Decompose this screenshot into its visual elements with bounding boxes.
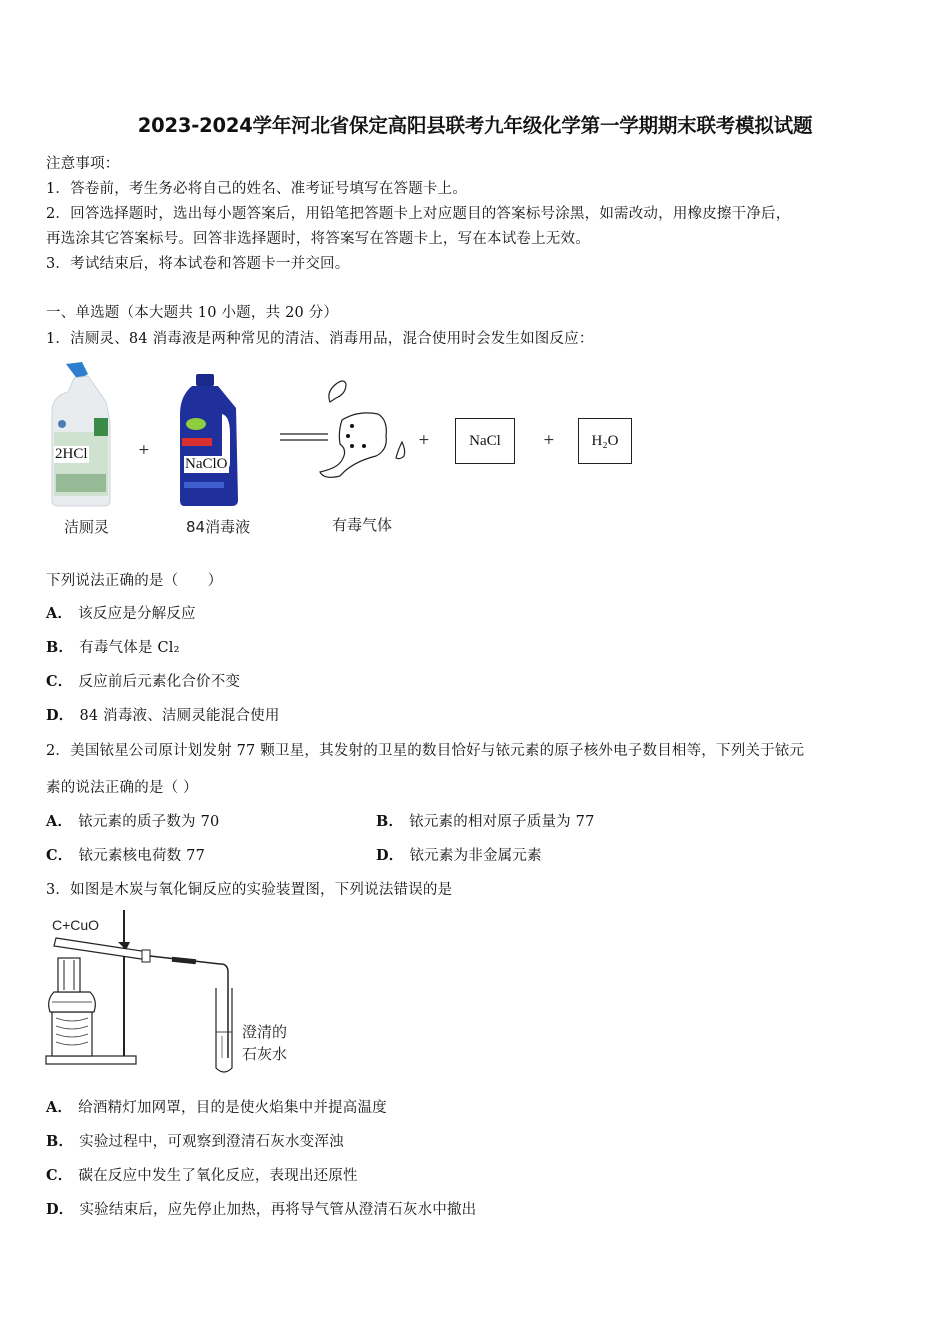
question-2-stem-line1: 2．美国铱星公司原计划发射 77 颗卫星，其发射的卫星的数目恰好与铱元素的原子核外电子数目相等，下列关于铱元 — [46, 743, 805, 759]
option-text: 铱元素的质子数为 70 — [78, 814, 220, 830]
option-label: D． — [46, 707, 74, 724]
option-text: 有毒气体是 Cl₂ — [79, 640, 180, 656]
question-3-option-a[interactable] — [46, 1096, 387, 1117]
option-label: A． — [46, 605, 73, 622]
option-label: A． — [46, 1099, 73, 1116]
plus-sign: + — [418, 432, 430, 448]
option-label: B． — [376, 813, 404, 830]
notice-item: 再选涂其它答案标号。回答非选择题时，将答案写在答题卡上，写在本试卷上无效。 — [46, 231, 590, 247]
option-label: C． — [46, 1167, 73, 1184]
option-label: B． — [46, 639, 74, 656]
notice-item: 3．考试结束后，将本试卷和答题卡一并交回。 — [46, 256, 350, 272]
option-label: B． — [46, 1133, 74, 1150]
beaker-label-line1: 澄清的 — [242, 1023, 288, 1041]
question-1-option-b[interactable] — [46, 636, 180, 657]
section-heading: 一、单选题（本大题共 10 小题，共 20 分） — [46, 305, 339, 321]
plus-sign: + — [543, 432, 555, 448]
reactant2-formula: NaClO — [185, 456, 228, 472]
option-label: A． — [46, 813, 73, 830]
beaker-label-line2: 石灰水 — [242, 1045, 288, 1063]
reactant1-formula: 2HCl — [55, 446, 88, 462]
question-3-option-d[interactable] — [46, 1198, 476, 1219]
reactant2-caption: 84消毒液 — [186, 518, 251, 536]
question-1-prompt: 下列说法正确的是（ ） — [46, 573, 223, 589]
toilet-cleaner-bottle-icon — [48, 362, 116, 507]
question-2-option-b[interactable] — [376, 810, 595, 831]
product3-formula: H₂O — [591, 432, 619, 449]
product2-formula: NaCl — [469, 432, 501, 449]
option-text: 反应前后元素化合价不变 — [78, 674, 241, 690]
option-label: C． — [46, 673, 73, 690]
plus-sign: + — [138, 442, 150, 458]
question-1-option-c[interactable] — [46, 670, 240, 691]
question-2-option-a[interactable] — [46, 810, 219, 831]
option-text: 实验过程中，可观察到澄清石灰水变浑浊 — [79, 1134, 344, 1150]
option-text: 给酒精灯加网罩，目的是使火焰集中并提高温度 — [78, 1100, 387, 1116]
question-2-stem-line2: 素的说法正确的是（ ） — [46, 780, 198, 796]
disinfectant-bottle-icon — [178, 374, 240, 506]
reactant1-caption: 洁厕灵 — [64, 518, 110, 536]
option-text: 实验结束后，应先停止加热，再将导气管从澄清石灰水中撤出 — [79, 1202, 477, 1218]
option-label: D． — [46, 1201, 74, 1218]
question-3-option-b[interactable] — [46, 1130, 344, 1151]
question-1-stem: 1．洁厕灵、84 消毒液是两种常见的清洁、消毒用品，混合使用时会发生如图反应： — [46, 331, 594, 347]
notice-item: 2．回答选择题时，选出每小题答案后，用铅笔把答题卡上对应题目的答案标号涂黑，如需改动，用橡皮擦干净后， — [46, 206, 791, 222]
product2-box — [455, 418, 515, 464]
toxic-gas-cloud-icon — [318, 376, 410, 480]
notice-heading: 注意事项： — [46, 156, 120, 172]
notice-item: 1．答卷前，考生务必将自己的姓名、准考证号填写在答题卡上。 — [46, 181, 468, 197]
option-text: 该反应是分解反应 — [78, 606, 196, 622]
question-1-option-d[interactable] — [46, 704, 280, 725]
question-2-option-d[interactable] — [376, 844, 542, 865]
option-text: 84 消毒液、洁厕灵能混合使用 — [79, 708, 280, 724]
question-1-option-a[interactable] — [46, 602, 196, 623]
tube-label: C+CuO — [52, 917, 100, 933]
product1-caption: 有毒气体 — [332, 516, 393, 534]
exam-title: 2023-2024学年河北省保定高阳县联考九年级化学第一学期期末联考模拟试题 — [137, 114, 813, 137]
option-text: 铱元素核电荷数 77 — [78, 848, 206, 864]
option-text: 铱元素为非金属元素 — [409, 848, 542, 864]
option-label: D． — [376, 847, 404, 864]
product3-box — [578, 418, 632, 464]
option-text: 铱元素的相对原子质量为 77 — [409, 814, 595, 830]
option-text: 碳在反应中发生了氧化反应，表现出还原性 — [78, 1168, 358, 1184]
question-3-stem: 3．如图是木炭与氧化铜反应的实验装置图，下列说法错误的是 — [46, 882, 453, 898]
question-3-option-c[interactable] — [46, 1164, 358, 1185]
option-label: C． — [46, 847, 73, 864]
question-2-option-c[interactable] — [46, 844, 205, 865]
